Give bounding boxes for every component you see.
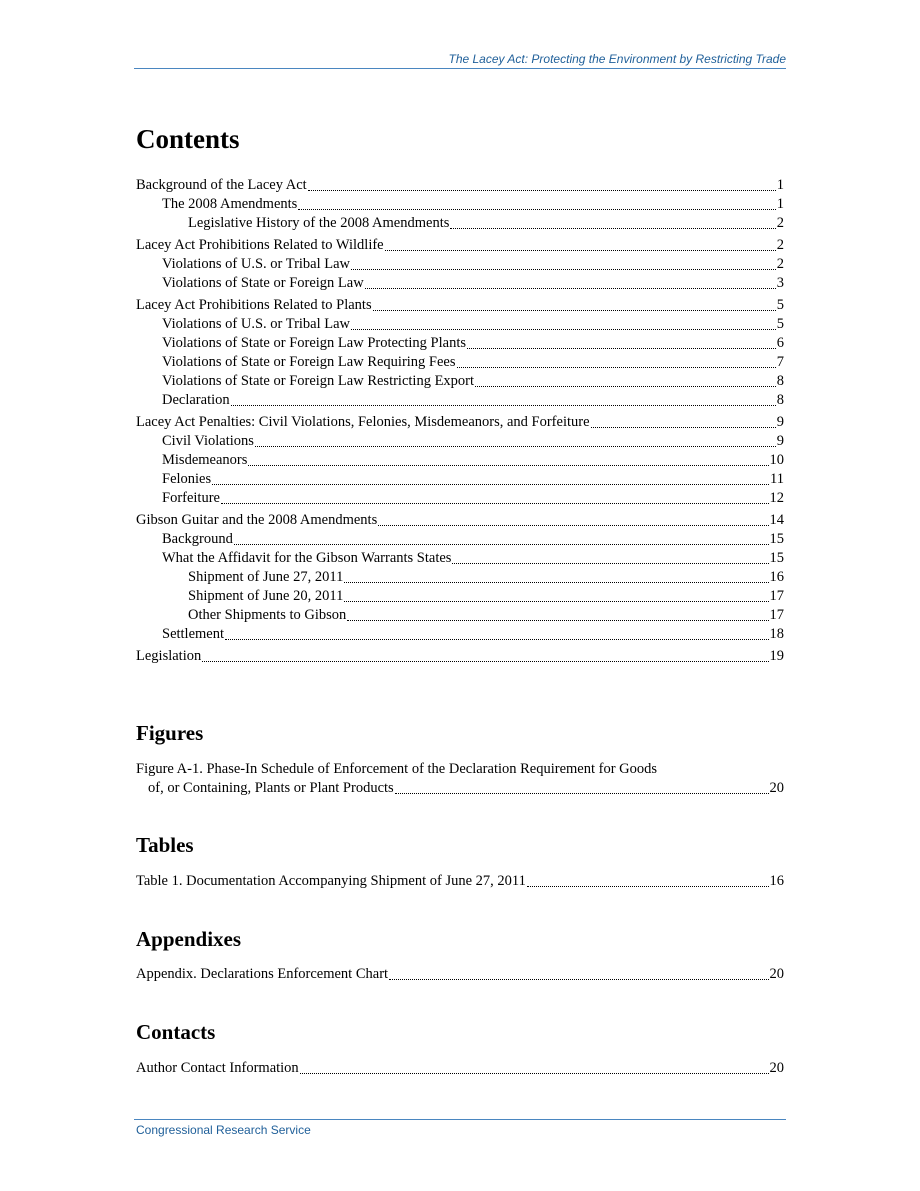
leader-dots [527, 885, 769, 887]
toc-entry-title: Forfeiture [162, 490, 220, 506]
toc-entry[interactable] [136, 176, 784, 195]
toc-entry-title: Violations of State or Foreign Law Requiring Fees [162, 354, 456, 370]
toc-entry[interactable] [136, 470, 784, 489]
page-number: 16 [769, 873, 784, 889]
page-number: 15 [769, 531, 784, 547]
table-entry-title: Table 1. Documentation Accompanying Shipment of June 27, 2011 [136, 873, 526, 889]
leader-dots [344, 600, 768, 602]
leader-dots [300, 1072, 769, 1074]
toc-entry[interactable] [136, 606, 784, 625]
toc-entry-title: Violations of State or Foreign Law Protecting Plants [162, 335, 466, 351]
leader-dots [351, 268, 776, 270]
contact-entry[interactable] [136, 1059, 784, 1078]
toc-entry[interactable] [136, 511, 784, 530]
figures-heading: Figures [136, 721, 204, 745]
contacts-heading: Contacts [136, 1020, 216, 1044]
leader-dots [373, 309, 776, 311]
leader-dots [385, 249, 776, 251]
tables-heading: Tables [136, 833, 194, 857]
figure-entry[interactable] [136, 760, 784, 798]
toc-entry-title: Legislation [136, 648, 202, 664]
toc-entry[interactable] [136, 451, 784, 470]
toc-entry-title: Lacey Act Prohibitions Related to Plants [136, 297, 372, 313]
toc-entry-title: Violations of U.S. or Tribal Law [162, 256, 351, 272]
leader-dots [234, 543, 769, 545]
running-header: The Lacey Act: Protecting the Environment by Restricting Trade [134, 52, 786, 69]
toc-entry[interactable] [136, 391, 784, 410]
toc-entry[interactable] [136, 647, 784, 666]
page-number: 16 [769, 569, 784, 585]
page-number: 15 [769, 550, 784, 566]
contents-heading: Contents [136, 124, 240, 154]
appendixes-heading: Appendixes [136, 927, 242, 951]
page-number: 14 [769, 512, 784, 528]
appendix-entry[interactable] [136, 965, 784, 984]
toc-entry[interactable] [136, 549, 784, 568]
toc-entry-title: Shipment of June 20, 2011 [188, 588, 344, 604]
toc-entry-title: Violations of State or Foreign Law Restricting Export [162, 373, 475, 389]
page-number: 12 [769, 490, 784, 506]
toc-entry[interactable] [136, 530, 784, 549]
table-entry[interactable] [136, 872, 784, 891]
toc-entry-title: Legislative History of the 2008 Amendments [188, 215, 450, 231]
toc-entry-title: Lacey Act Prohibitions Related to Wildlife [136, 237, 384, 253]
leader-dots [452, 562, 768, 564]
figure-entry-line2: of, or Containing, Plants or Plant Products [148, 780, 394, 796]
page-number: 11 [770, 471, 784, 487]
toc-entry-title: Civil Violations [162, 433, 254, 449]
leader-dots [225, 638, 768, 640]
leader-dots [365, 287, 776, 289]
page-number: 7 [776, 354, 784, 370]
toc-entry[interactable] [136, 489, 784, 508]
leader-dots [475, 385, 776, 387]
page-number: 5 [776, 316, 784, 332]
page-number: 9 [776, 433, 784, 449]
toc-entry[interactable] [136, 274, 784, 293]
leader-dots [450, 227, 775, 229]
toc-entry-title: Background [162, 531, 233, 547]
toc-entry-title: Violations of State or Foreign Law [162, 275, 364, 291]
toc-entry-title: Gibson Guitar and the 2008 Amendments [136, 512, 378, 528]
page-number: 20 [769, 780, 784, 796]
toc-entry[interactable] [136, 587, 784, 606]
leader-dots [255, 445, 776, 447]
page-number: 3 [776, 275, 784, 291]
toc-entry-title: Background of the Lacey Act [136, 177, 307, 193]
contact-entry-title: Author Contact Information [136, 1060, 299, 1076]
page-number: 2 [776, 256, 784, 272]
footer-rule [134, 1119, 786, 1120]
leader-dots [344, 581, 768, 583]
toc-entry-title: Shipment of June 27, 2011 [188, 569, 344, 585]
leader-dots [221, 502, 769, 504]
toc-entry-title: Other Shipments to Gibson [188, 607, 347, 623]
page-number: 20 [769, 1060, 784, 1076]
leader-dots [248, 464, 768, 466]
toc-entry[interactable] [136, 296, 784, 315]
toc-entry[interactable] [136, 334, 784, 353]
page-number: 17 [769, 588, 784, 604]
leader-dots [347, 619, 768, 621]
toc-entry-title: Declaration [162, 392, 230, 408]
page-number: 19 [769, 648, 784, 664]
toc-entry[interactable] [136, 353, 784, 372]
page-number: 8 [776, 373, 784, 389]
page-number: 10 [769, 452, 784, 468]
leader-dots [351, 328, 776, 330]
toc-entry[interactable] [136, 413, 784, 432]
page-number: 20 [769, 966, 784, 982]
page-number: 5 [776, 297, 784, 313]
page-number: 2 [776, 237, 784, 253]
leader-dots [202, 660, 768, 662]
leader-dots [457, 366, 776, 368]
page-number: 8 [776, 392, 784, 408]
leader-dots [308, 189, 776, 191]
leader-dots [591, 426, 776, 428]
toc-entry-title: Lacey Act Penalties: Civil Violations, Felonies, Misdemeanors, and Forfeiture [136, 414, 590, 430]
figure-entry-line1: Figure A-1. Phase-In Schedule of Enforcement of the Declaration Requirement for Goods [136, 761, 658, 777]
page-number: 18 [769, 626, 784, 642]
toc-entry[interactable] [136, 195, 784, 214]
toc-entry[interactable] [136, 568, 784, 587]
toc-entry[interactable] [136, 432, 784, 451]
table-of-contents [136, 176, 784, 666]
leader-dots [467, 347, 776, 349]
page-number: 9 [776, 414, 784, 430]
toc-entry-title: The 2008 Amendments [162, 196, 298, 212]
page-number: 2 [776, 215, 784, 231]
toc-entry-title: Violations of U.S. or Tribal Law [162, 316, 351, 332]
leader-dots [395, 792, 769, 794]
toc-entry-title: Misdemeanors [162, 452, 248, 468]
toc-entry[interactable] [136, 625, 784, 644]
page-number: 1 [776, 196, 784, 212]
footer-text: Congressional Research Service [136, 1123, 311, 1137]
toc-entry-title: Settlement [162, 626, 225, 642]
leader-dots [389, 978, 768, 980]
leader-dots [231, 404, 776, 406]
toc-entry[interactable] [136, 372, 784, 391]
leader-dots [212, 483, 769, 485]
page-number: 1 [776, 177, 784, 193]
leader-dots [298, 208, 775, 210]
toc-entry-title: Felonies [162, 471, 212, 487]
toc-entry[interactable] [136, 214, 784, 233]
toc-entry[interactable] [136, 255, 784, 274]
toc-entry[interactable] [136, 236, 784, 255]
page-number: 17 [769, 607, 784, 623]
leader-dots [378, 524, 768, 526]
page-number: 6 [776, 335, 784, 351]
toc-entry[interactable] [136, 315, 784, 334]
appendix-entry-title: Appendix. Declarations Enforcement Chart [136, 966, 389, 982]
toc-entry-title: What the Affidavit for the Gibson Warrants States [162, 550, 452, 566]
